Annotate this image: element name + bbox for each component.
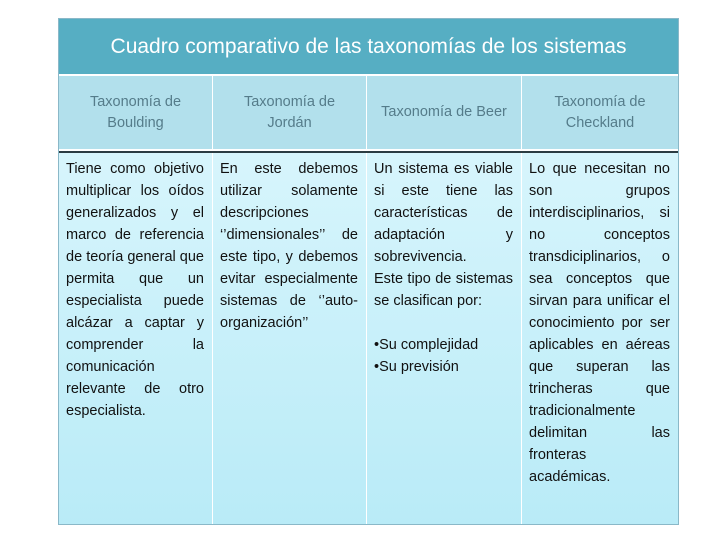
header-beer: Taxonomía de Beer xyxy=(367,76,522,149)
cell-checkland: Lo que necesitan no son grupos interdisciplinarios, si no conceptos transdiciplinarios, o sea conceptos que sirvan para unificar el conocimiento por ser aplicables en aéreas que superan las trincheras que tradicionalmente delimitan las fronteras académicas. xyxy=(529,161,670,485)
header-boulding: Taxonomía de Boulding xyxy=(59,76,213,149)
header-jordan: Taxonomía de Jordán xyxy=(213,76,367,149)
beer-bullet-complexity: •Su complejidad xyxy=(374,337,479,353)
beer-bullet-prevision: •Su previsión xyxy=(374,359,459,375)
cell-beer xyxy=(367,153,522,524)
table-title: Cuadro comparativo de las taxonomías de los sistemas xyxy=(59,19,678,76)
body-row xyxy=(59,151,678,524)
beer-paragraph-1: Un sistema es viable si este tiene las características de adaptación y sobrevivencia. xyxy=(374,161,513,265)
cell-jordan: En este debemos utilizar solamente descripciones ‘’dimensionales’’ de este tipo, y debemos evitar especialmente sistemas de ‘’auto-organización’’ xyxy=(213,153,367,524)
beer-paragraph-2: Este tipo de sistemas se clasifican por: xyxy=(374,271,513,309)
cell-boulding: Tiene como objetivo multiplicar los oídos generalizados y el marco de referencia de teoría general que permita que un especialista puede alcázar a captar y comprender la comunicación relevante de otro especialista. xyxy=(59,153,213,524)
header-checkland: Taxonomía de Checkland xyxy=(554,93,646,131)
header-row xyxy=(59,76,678,151)
comparison-table xyxy=(59,19,678,524)
